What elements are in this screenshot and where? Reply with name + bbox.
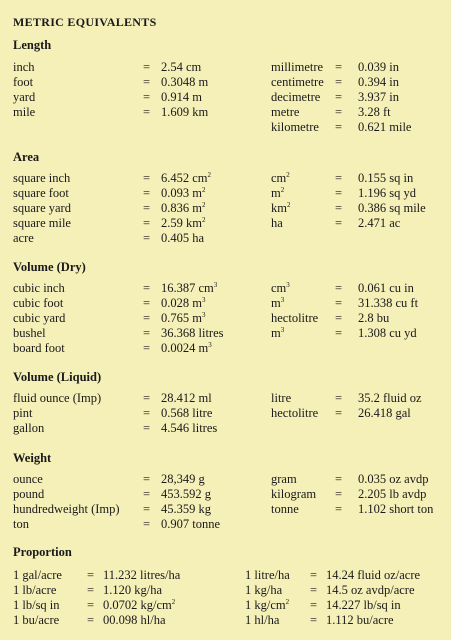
equals-sign: = [335, 472, 343, 486]
unit-name: inch [13, 60, 35, 74]
equivalent-value: 0.035 oz avdp [358, 472, 429, 486]
equals-sign: = [335, 391, 343, 405]
equals-sign: = [143, 186, 151, 200]
unit-name: ton [13, 517, 29, 531]
equivalent-value: 0.907 tonne [161, 517, 221, 531]
equals-sign: = [335, 502, 343, 516]
unit-name: millimetre [271, 60, 324, 74]
equals-sign: = [335, 216, 343, 230]
equals-sign: = [310, 583, 318, 597]
equivalent-value: 28.412 ml [161, 391, 212, 405]
superscript: 2 [201, 185, 206, 194]
unit-name: yard [13, 90, 36, 104]
equivalent-value: 4.546 litres [161, 421, 218, 435]
equivalent-value: 1.102 short ton [358, 502, 434, 516]
equivalent-value: 14.24 fluid oz/acre [326, 568, 421, 582]
equals-sign: = [143, 90, 151, 104]
unit-name: $km^2$ [271, 200, 291, 215]
unit-name: square yard [13, 201, 71, 215]
equals-sign: = [335, 201, 343, 215]
superscript: 3 [280, 295, 285, 304]
superscript: 3 [280, 325, 285, 334]
section-title-volume-liquid: Volume (Liquid) [13, 370, 102, 384]
equivalent-value: 45.359 kg [161, 502, 211, 516]
unit-name: square foot [13, 186, 69, 200]
superscript: 2 [171, 597, 176, 606]
page-title: METRIC EQUIVALENTS [13, 15, 157, 29]
unit-name: pint [13, 406, 33, 420]
equivalent-value: 1.308 cu yd [358, 326, 417, 340]
equals-sign: = [87, 568, 95, 582]
equivalent-value: 35.2 fluid oz [358, 391, 422, 405]
superscript: 3 [201, 295, 206, 304]
unit-name: hundredweight (Imp) [13, 502, 120, 516]
equivalent-value: 1.120 kg/ha [103, 583, 163, 597]
unit-name: 1 bu/acre [13, 613, 60, 627]
superscript: 3 [213, 280, 218, 289]
equivalent-value: 6.452 $cm^2$ [161, 170, 212, 185]
unit-name: 1 litre/ha [245, 568, 290, 582]
equivalent-value: 0.155 sq in [358, 171, 414, 185]
unit-name: metre [271, 105, 300, 119]
unit-name: fluid ounce (Imp) [13, 391, 102, 405]
equivalent-value: 26.418 gal [358, 406, 411, 420]
equals-sign: = [143, 216, 151, 230]
equals-sign: = [143, 60, 151, 74]
equals-sign: = [143, 391, 151, 405]
equivalent-value: 3.937 in [358, 90, 399, 104]
equivalent-value: 2.59 $km^2$ [161, 215, 206, 230]
equals-sign: = [143, 281, 151, 295]
superscript: 2 [207, 170, 212, 179]
unit-name: acre [13, 231, 34, 245]
unit-name: kilogram [271, 487, 317, 501]
unit-name: gram [271, 472, 297, 486]
unit-name: 1 lb/acre [13, 583, 57, 597]
equivalent-value: 14.227 lb/sq in [326, 598, 401, 612]
equals-sign: = [335, 296, 343, 310]
equals-sign: = [143, 406, 151, 420]
unit-name: 1 gal/acre [13, 568, 62, 582]
equivalent-value: 0.394 in [358, 75, 399, 89]
unit-name: kilometre [271, 120, 319, 134]
unit-name: board foot [13, 341, 65, 355]
unit-name: $cm^3$ [271, 280, 290, 295]
equals-sign: = [143, 75, 151, 89]
unit-name: 1 kg/ha [245, 583, 283, 597]
equals-sign: = [143, 472, 151, 486]
superscript: 2 [280, 185, 285, 194]
equals-sign: = [310, 598, 318, 612]
unit-name: 1 lb/sq in [13, 598, 60, 612]
equals-sign: = [143, 326, 151, 340]
equals-sign: = [335, 311, 343, 325]
equivalent-value: 36.368 litres [161, 326, 224, 340]
equivalent-value: 0.028 $m^3$ [161, 295, 206, 310]
unit-name: centimetre [271, 75, 324, 89]
equals-sign: = [335, 406, 343, 420]
equals-sign: = [335, 487, 343, 501]
equals-sign: = [335, 120, 343, 134]
equals-sign: = [143, 502, 151, 516]
equals-sign: = [143, 201, 151, 215]
equivalent-value: 1.112 bu/acre [326, 613, 394, 627]
superscript: 3 [286, 280, 290, 289]
equals-sign: = [143, 341, 151, 355]
equivalent-value: 00.098 hl/ha [103, 613, 166, 627]
equals-sign: = [335, 60, 343, 74]
superscript: 2 [286, 200, 291, 209]
equivalent-value: 0.0024 $m^3$ [161, 340, 212, 355]
equivalent-value: 2.54 cm [161, 60, 202, 74]
section-title-weight: Weight [13, 451, 52, 465]
equals-sign: = [143, 517, 151, 531]
equals-sign: = [143, 171, 151, 185]
equals-sign: = [335, 281, 343, 295]
unit-name: ounce [13, 472, 43, 486]
unit-name: 1 $kg/cm^2$ [245, 597, 290, 612]
equals-sign: = [335, 90, 343, 104]
unit-name: ha [271, 216, 283, 230]
equals-sign: = [143, 311, 151, 325]
equivalent-value: 0.914 m [161, 90, 202, 104]
equivalent-value: 0.386 sq mile [358, 201, 426, 215]
equivalent-value: 0.061 cu in [358, 281, 414, 295]
equivalent-value: 16.387 $cm^3$ [161, 280, 218, 295]
superscript: 2 [286, 170, 290, 179]
equivalent-value: 0.0702 $kg/cm^2$ [103, 597, 176, 612]
equivalent-value: 0.621 mile [358, 120, 412, 134]
equivalent-value: 0.836 $m^2$ [161, 200, 206, 215]
unit-name: gallon [13, 421, 45, 435]
equals-sign: = [310, 568, 318, 582]
equals-sign: = [335, 105, 343, 119]
unit-name: hectolitre [271, 311, 319, 325]
equivalent-value: 11.232 litres/ha [103, 568, 181, 582]
equals-sign: = [87, 583, 95, 597]
equivalent-value: 31.338 cu ft [358, 296, 419, 310]
unit-name: $m^3$ [271, 325, 285, 340]
unit-name: $m^2$ [271, 185, 285, 200]
unit-name: foot [13, 75, 34, 89]
equivalent-value: 0.568 litre [161, 406, 213, 420]
equivalent-value: 2.8 bu [358, 311, 390, 325]
unit-name: cubic inch [13, 281, 65, 295]
equivalent-value: 14.5 oz avdp/acre [326, 583, 415, 597]
equivalent-value: 28,349 g [161, 472, 205, 486]
equivalent-value: 0.039 in [358, 60, 399, 74]
equals-sign: = [87, 598, 95, 612]
equals-sign: = [143, 105, 151, 119]
unit-name: decimetre [271, 90, 321, 104]
unit-name: tonne [271, 502, 299, 516]
equivalent-value: 3.28 ft [358, 105, 391, 119]
superscript: 3 [201, 310, 206, 319]
unit-name: square mile [13, 216, 71, 230]
equivalent-value: 2.205 lb avdp [358, 487, 427, 501]
section-title-length: Length [13, 38, 52, 52]
equivalent-value: 0.093 $m^2$ [161, 185, 206, 200]
equals-sign: = [143, 231, 151, 245]
superscript: 3 [208, 340, 212, 349]
unit-name: square inch [13, 171, 71, 185]
equals-sign: = [143, 296, 151, 310]
unit-name: $m^3$ [271, 295, 285, 310]
equals-sign: = [310, 613, 318, 627]
unit-name: litre [271, 391, 292, 405]
unit-name: 1 hl/ha [245, 613, 280, 627]
superscript: 2 [201, 200, 206, 209]
section-title-proportion: Proportion [13, 545, 72, 559]
equals-sign: = [87, 613, 95, 627]
superscript: 2 [201, 215, 206, 224]
superscript: 2 [285, 597, 290, 606]
equivalent-value: 0.765 $m^3$ [161, 310, 206, 325]
equivalent-value: 1.196 sq yd [358, 186, 416, 200]
equivalent-value: 1.609 km [161, 105, 209, 119]
equivalent-value: 2.471 ac [358, 216, 401, 230]
equivalent-value: 453.592 g [161, 487, 211, 501]
unit-name: mile [13, 105, 36, 119]
equals-sign: = [335, 186, 343, 200]
unit-name: bushel [13, 326, 46, 340]
unit-name: hectolitre [271, 406, 319, 420]
unit-name: cubic yard [13, 311, 66, 325]
unit-name: $cm^2$ [271, 170, 290, 185]
section-title-volume-dry: Volume (Dry) [13, 260, 86, 274]
equals-sign: = [143, 421, 151, 435]
equivalent-value: 0.405 ha [161, 231, 205, 245]
equals-sign: = [335, 326, 343, 340]
equals-sign: = [335, 75, 343, 89]
equals-sign: = [143, 487, 151, 501]
section-title-area: Area [13, 150, 40, 164]
equals-sign: = [335, 171, 343, 185]
unit-name: pound [13, 487, 45, 501]
unit-name: cubic foot [13, 296, 64, 310]
equivalent-value: 0.3048 m [161, 75, 209, 89]
